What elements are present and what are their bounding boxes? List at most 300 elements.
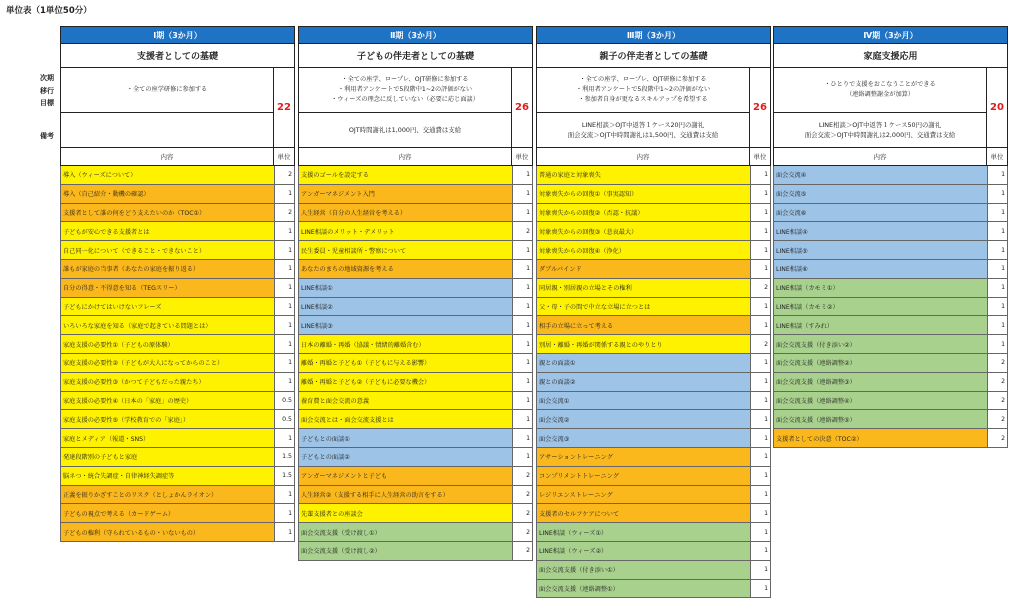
- row-content: 対象喪失からの回復③（悲哀最大）: [539, 228, 638, 236]
- table-row: [298, 204, 533, 223]
- table-row: [536, 241, 771, 260]
- row-content: 家庭支援の必要性④（日本の「家庭」の歴史）: [63, 397, 193, 405]
- side-label-remarks: 備考: [40, 131, 54, 140]
- table-row: [536, 392, 771, 411]
- table-row: [60, 260, 295, 279]
- row-content: 正義を振りかざすことのリスク（としょかんライオン）: [63, 491, 218, 499]
- row-content: 人生経営②（支援する相手に人生経営の助言をする）: [301, 491, 449, 499]
- table-row: [298, 241, 533, 260]
- table-row: [60, 523, 295, 542]
- table-row: [298, 448, 533, 467]
- row-unit: 1: [274, 504, 294, 522]
- row-unit: 2: [274, 204, 294, 222]
- side-labels: [40, 72, 62, 142]
- column-header-content: 内容: [774, 148, 987, 165]
- note-line: LINE相談＞OJT中返答１ケース20円の謝礼: [581, 121, 705, 129]
- row-unit: 1: [512, 279, 532, 297]
- row-content: 面会交流支援（付き添い①）: [539, 567, 619, 575]
- period-theme: 支援者としての基礎: [60, 44, 295, 68]
- table-row: [536, 486, 771, 505]
- row-unit: 1: [512, 392, 532, 410]
- table-row: [298, 523, 533, 542]
- row-content: 同居親・別居親の立場とその権利: [539, 285, 632, 293]
- row-content: 対象喪失からの回復②（否認・抗議）: [539, 209, 644, 217]
- row-unit: 1: [274, 222, 294, 240]
- row-content: LINE相談（ウィーズ①）: [539, 529, 608, 537]
- period-1-table: [60, 26, 295, 542]
- period-notes: [774, 113, 986, 147]
- column-headers: [773, 148, 1008, 166]
- column-headers: [60, 148, 295, 166]
- table-row: [60, 392, 295, 411]
- table-row: [60, 429, 295, 448]
- row-content: 面会交流④: [776, 172, 807, 180]
- row-content: 導入（自己紹介・動機の確認）: [63, 191, 150, 199]
- row-unit: 1: [750, 561, 770, 579]
- period-goals: [61, 68, 273, 113]
- row-unit: 1.5: [274, 448, 294, 466]
- row-content: 家庭支援の必要性③（かつて子どもだった親たち）: [63, 379, 205, 387]
- table-row: [773, 260, 1008, 279]
- period-total-units: 20: [990, 102, 1004, 113]
- row-content: 日本の離婚・再婚（協議・情緒的離婚含む）: [301, 341, 425, 349]
- row-unit: 1: [987, 222, 1007, 240]
- table-row: [773, 222, 1008, 241]
- column-header-unit: 単位: [753, 153, 767, 161]
- row-unit: 1: [750, 373, 770, 391]
- row-unit: 1: [512, 316, 532, 334]
- table-row: [298, 298, 533, 317]
- table-row: [773, 185, 1008, 204]
- row-content: アンガーマネジメント入門: [301, 191, 375, 199]
- period-notes: [299, 113, 511, 147]
- period-goals: [774, 68, 986, 113]
- row-content: 支援のゴールを設定する: [301, 172, 369, 180]
- side-label-goal: 目標: [40, 99, 54, 107]
- row-unit: 1: [750, 523, 770, 541]
- note-line: 面会交流＞OJT中時間謝礼は1,500円、交通費は支給: [567, 131, 719, 139]
- table-row: [60, 504, 295, 523]
- table-row: [773, 335, 1008, 354]
- table-row: [536, 204, 771, 223]
- row-content: 面会交流⑥: [776, 209, 807, 217]
- note-line: LINE相談＞OJT中返答１ケース50円の謝礼: [818, 121, 942, 129]
- column-headers: [536, 148, 771, 166]
- row-unit: 1: [274, 279, 294, 297]
- row-content: 自分の得意・不得意を知る（TEGスリー）: [63, 285, 181, 293]
- row-content: 面会交流支援（受け渡し①）: [301, 529, 381, 537]
- goal-line: ・参加者自身が更なるスキルアップを希望する: [578, 96, 708, 103]
- row-content: 子どもの権利（守られているもの・いないもの）: [63, 529, 200, 537]
- table-row: [298, 410, 533, 429]
- row-content: 普通の家庭と対象喪失: [539, 172, 601, 180]
- table-row: [60, 222, 295, 241]
- row-content: 親との面談②: [539, 379, 576, 387]
- row-unit: 2: [512, 222, 532, 240]
- period-summary-left: [299, 68, 512, 147]
- row-unit: 1: [274, 523, 294, 541]
- row-unit: 1: [512, 204, 532, 222]
- row-unit: 1: [987, 185, 1007, 203]
- row-content: 面会交流支援（連絡調整②）: [776, 360, 856, 368]
- row-unit: 2: [987, 354, 1007, 372]
- row-content: 脳ネつ・統合失調症・自律神経失調症等: [63, 473, 175, 481]
- row-content: アサーショントレーニング: [539, 454, 613, 462]
- row-content: 家庭支援の必要性①（子どもの原体験）: [63, 341, 174, 349]
- table-row: [536, 561, 771, 580]
- goal-line: （連絡調整謝金が加算）: [845, 91, 915, 98]
- row-content: 親との面談①: [539, 360, 576, 368]
- table-row: [773, 241, 1008, 260]
- period-goals: [299, 68, 511, 113]
- table-row: [298, 429, 533, 448]
- period-total-units: 26: [753, 102, 767, 113]
- row-unit: 0.5: [274, 392, 294, 410]
- row-unit: 1: [274, 316, 294, 334]
- table-row: [60, 335, 295, 354]
- period-theme: 親子の伴走者としての基礎: [536, 44, 771, 68]
- row-unit: 1: [750, 316, 770, 334]
- row-unit: 2: [987, 392, 1007, 410]
- table-row: [536, 523, 771, 542]
- table-row: [536, 467, 771, 486]
- table-row: [60, 410, 295, 429]
- row-content: LINE相談（ウィーズ②）: [539, 548, 608, 556]
- row-unit: 1: [750, 260, 770, 278]
- note-line: 面会交流＞OJT中時間謝礼は2,000円、交通費は支給: [804, 131, 956, 139]
- row-unit: 0.5: [274, 410, 294, 428]
- row-unit: 1: [512, 373, 532, 391]
- row-unit: 2: [750, 335, 770, 353]
- column-header-content: 内容: [299, 148, 512, 165]
- row-unit: 1: [750, 241, 770, 259]
- period-theme: 家庭支援応用: [773, 44, 1008, 68]
- row-unit: 2: [512, 486, 532, 504]
- table-row: [298, 260, 533, 279]
- table-row: [298, 373, 533, 392]
- row-unit: 1: [750, 185, 770, 203]
- row-content: LINE相談②: [301, 303, 333, 311]
- row-content: 父・母・子の間で中立な立場に立つとは: [539, 303, 651, 311]
- row-content: ダブルバインド: [539, 266, 582, 274]
- table-row: [298, 185, 533, 204]
- period-header: Ⅱ期（3か月）: [298, 26, 533, 44]
- row-content: 相手の立場に立って考える: [539, 322, 614, 330]
- table-row: [773, 316, 1008, 335]
- period-theme: 子どもの伴走者としての基礎: [298, 44, 533, 68]
- period-summary-left: [537, 68, 750, 147]
- row-content: 子どもとの面談①: [301, 435, 350, 443]
- row-content: 支援者のセルフケアについて: [539, 510, 620, 518]
- row-unit: 1: [274, 185, 294, 203]
- table-row: [298, 335, 533, 354]
- row-unit: 1: [750, 222, 770, 240]
- row-content: 誰もが家庭の当事者（あなたの家庭を振り返る）: [63, 266, 200, 274]
- note-line: OJT時間謝礼は1,000円、交通費は支給: [348, 126, 462, 134]
- table-row: [536, 429, 771, 448]
- table-row: [773, 166, 1008, 185]
- period-header: Ⅳ期（3か月）: [773, 26, 1008, 44]
- table-row: [536, 298, 771, 317]
- row-unit: 1: [512, 429, 532, 447]
- row-unit: 1: [512, 410, 532, 428]
- row-unit: 1: [512, 448, 532, 466]
- row-content: 面会交流支援（連絡調整⑤）: [776, 416, 856, 424]
- table-row: [773, 373, 1008, 392]
- row-unit: 1: [750, 354, 770, 372]
- table-row: [536, 504, 771, 523]
- row-content: 養育費と面会交流の意義: [301, 397, 370, 405]
- row-content: 面会交流支援（付き添い②）: [776, 341, 856, 349]
- row-unit: 1: [750, 410, 770, 428]
- row-content: 支援者として誰の何をどう支えたいのか（TOC①）: [63, 209, 206, 217]
- column-header-unit: 単位: [990, 153, 1004, 161]
- row-content: 離婚・再婚と子ども①（子どもに与える影響）: [301, 360, 431, 368]
- table-row: [60, 448, 295, 467]
- period-summary: [536, 68, 771, 148]
- row-unit: 1: [274, 429, 294, 447]
- row-unit: 1: [512, 185, 532, 203]
- row-unit: 2: [512, 542, 532, 560]
- row-content: 面会交流支援（受け渡し②）: [301, 548, 381, 556]
- period-total-units: 22: [277, 102, 291, 113]
- row-unit: 1: [512, 241, 532, 259]
- period-header: Ⅰ期（3か月）: [60, 26, 295, 44]
- row-content: 発達段階別の子どもと家庭: [63, 454, 138, 462]
- row-unit: 2: [987, 373, 1007, 391]
- row-content: アンガーマネジメントと子ども: [301, 473, 388, 481]
- table-row: [298, 467, 533, 486]
- table-row: [298, 354, 533, 373]
- period-goals: [537, 68, 749, 113]
- row-content: 人生経営（自分の人生経営を考える）: [301, 209, 407, 217]
- row-unit: 1: [512, 298, 532, 316]
- row-content: 子どもの視点で考える（カードゲーム）: [63, 510, 175, 518]
- row-content: LINE相談のメリット・デメリット: [301, 228, 395, 236]
- goal-line: ・ひとりで支援をおこなうことができる: [824, 81, 936, 88]
- goal-line: ・ウィーズの理念に反していない（必要に応じ面談）: [331, 96, 479, 103]
- row-unit: 1: [987, 298, 1007, 316]
- table-row: [536, 222, 771, 241]
- row-unit: 1: [750, 580, 770, 598]
- row-content: 家庭とメディア（報道・SNS）: [63, 435, 150, 443]
- row-unit: 1: [987, 166, 1007, 184]
- row-content: レジリエンストレーニング: [539, 491, 613, 499]
- table-row: [60, 166, 295, 185]
- table-row: [773, 298, 1008, 317]
- table-row: [298, 166, 533, 185]
- row-unit: 1: [274, 260, 294, 278]
- row-unit: 2: [512, 504, 532, 522]
- row-content: 面会交流とは・面会交流支援とは: [301, 416, 394, 424]
- table-row: [60, 373, 295, 392]
- table-row: [773, 204, 1008, 223]
- table-row: [536, 448, 771, 467]
- period-4-table: [773, 26, 1008, 448]
- row-content: LINE相談⑤: [776, 247, 808, 255]
- row-unit: 1: [987, 204, 1007, 222]
- period-notes: [61, 113, 273, 147]
- row-unit: 1: [750, 392, 770, 410]
- row-unit: 1: [750, 448, 770, 466]
- row-content: いろいろな家庭を知る（家庭で起きている問題とは）: [63, 322, 212, 330]
- table-row: [60, 467, 295, 486]
- row-content: 対象喪失からの回復④（浄化）: [539, 247, 625, 255]
- row-unit: 1: [750, 504, 770, 522]
- row-content: 離婚・再婚と子ども②（子どもに必要な機会）: [301, 379, 431, 387]
- row-content: 自己同一化について（できること・できないこと）: [63, 247, 206, 255]
- table-row: [536, 185, 771, 204]
- period-summary: [773, 68, 1008, 148]
- table-row: [773, 410, 1008, 429]
- column-headers: [298, 148, 533, 166]
- row-unit: 1: [274, 373, 294, 391]
- row-content: 導入（ウィーズについて）: [63, 172, 137, 180]
- column-header-content: 内容: [537, 148, 750, 165]
- table-row: [536, 373, 771, 392]
- table-row: [773, 354, 1008, 373]
- goal-line: ・全ての座学研修に参加する: [126, 86, 208, 93]
- table-row: [298, 392, 533, 411]
- table-row: [60, 204, 295, 223]
- row-content: 面会交流①: [539, 397, 570, 405]
- table-row: [536, 354, 771, 373]
- goal-line: ・利用者アンケートで5段階中1~2の評価がない: [575, 86, 711, 93]
- row-unit: 1: [987, 335, 1007, 353]
- period-summary: [60, 68, 295, 148]
- row-unit: 1: [750, 542, 770, 560]
- row-content: 面会交流⑤: [776, 191, 807, 199]
- row-unit: 1: [987, 260, 1007, 278]
- table-row: [536, 335, 771, 354]
- table-row: [536, 260, 771, 279]
- table-row: [773, 429, 1008, 448]
- row-content: 別居・離婚・再婚が関係する親とのやりとり: [539, 341, 663, 349]
- table-row: [536, 410, 771, 429]
- row-content: LINE相談④: [776, 228, 808, 236]
- table-row: [298, 542, 533, 561]
- row-content: LINE相談①: [301, 285, 333, 293]
- row-unit: 1: [750, 204, 770, 222]
- row-content: 子どもが安心できる支援者とは: [63, 228, 150, 236]
- period-notes: [537, 113, 749, 147]
- row-unit: 2: [512, 523, 532, 541]
- row-content: 家庭支援の必要性⑤（学校教育での「家庭」）: [63, 416, 190, 424]
- row-unit: 2: [987, 410, 1007, 428]
- row-unit: 1: [750, 298, 770, 316]
- row-unit: 2: [987, 429, 1007, 447]
- table-row: [60, 354, 295, 373]
- period-total-units: 26: [515, 102, 529, 113]
- row-unit: 1: [987, 316, 1007, 334]
- row-unit: 2: [274, 166, 294, 184]
- table-row: [298, 486, 533, 505]
- goal-line: ・全ての座学、ロープレ、OJT研修に参加する: [341, 76, 469, 83]
- row-content: コンプリメントトレーニング: [539, 473, 619, 481]
- row-content: 民生委員・児童相談所・警察について: [301, 247, 407, 255]
- period-header: Ⅲ期（3か月）: [536, 26, 771, 44]
- period-summary: [298, 68, 533, 148]
- table-row: [298, 222, 533, 241]
- column-header-unit: 単位: [277, 153, 291, 161]
- row-unit: 1: [987, 279, 1007, 297]
- column-header-unit: 単位: [515, 153, 529, 161]
- table-row: [298, 504, 533, 523]
- row-unit: 1: [750, 429, 770, 447]
- table-row: [298, 316, 533, 335]
- row-unit: 1: [274, 241, 294, 259]
- table-row: [60, 298, 295, 317]
- table-row: [60, 486, 295, 505]
- row-content: 家庭支援の必要性②（子どもが大人になってからのこと）: [63, 360, 224, 368]
- row-unit: 1: [750, 467, 770, 485]
- row-unit: 1: [512, 335, 532, 353]
- row-content: 子どもにかけてはいけないフレーズ: [63, 303, 162, 311]
- table-row: [536, 580, 771, 599]
- table-row: [536, 166, 771, 185]
- row-unit: 2: [512, 467, 532, 485]
- row-unit: 1: [512, 260, 532, 278]
- row-content: 面会交流支援（連絡調整①）: [539, 585, 619, 593]
- row-content: LINE相談（カモミ①）: [776, 285, 839, 293]
- row-unit: 1: [512, 354, 532, 372]
- row-unit: 1: [274, 298, 294, 316]
- row-content: LINE相談（カモミ②）: [776, 303, 839, 311]
- row-content: LINE相談③: [301, 322, 333, 330]
- table-row: [60, 316, 295, 335]
- row-content: LINE相談⑥: [776, 266, 808, 274]
- table-row: [536, 279, 771, 298]
- period-summary-left: [61, 68, 274, 147]
- row-unit: 1: [987, 241, 1007, 259]
- row-unit: 1: [274, 354, 294, 372]
- row-content: 子どもとの面談②: [301, 454, 350, 462]
- table-row: [536, 316, 771, 335]
- table-row: [536, 542, 771, 561]
- row-content: LINE相談（すみれ）: [776, 322, 834, 330]
- row-content: あなたのまちの地域資源を考える: [301, 266, 394, 274]
- table-row: [60, 279, 295, 298]
- row-content: 面会交流②: [539, 416, 570, 424]
- row-content: 面会交流支援（連絡調整③）: [776, 379, 856, 387]
- row-content: 先輩支援者との座談会: [301, 510, 363, 518]
- side-label-transition: 移行: [40, 86, 54, 95]
- table-row: [60, 241, 295, 260]
- goal-line: ・全ての座学、ロープレ、OJT研修に参加する: [579, 76, 707, 83]
- period-summary-left: [774, 68, 987, 147]
- row-unit: 1: [274, 486, 294, 504]
- row-unit: 1.5: [274, 467, 294, 485]
- row-content: 支援者としての決意（TOC②）: [776, 435, 863, 443]
- table-row: [773, 392, 1008, 411]
- row-content: 面会交流③: [539, 435, 570, 443]
- row-unit: 1: [750, 166, 770, 184]
- row-unit: 1: [274, 335, 294, 353]
- page-title: 単位表（1単位50分）: [6, 6, 92, 16]
- table-row: [60, 185, 295, 204]
- period-2-table: [298, 26, 533, 561]
- side-label-next: 次期: [40, 74, 54, 82]
- row-content: 対象喪失からの回復①（事実認知）: [539, 191, 638, 199]
- table-row: [298, 279, 533, 298]
- goal-line: ・利用者アンケートで5段階中1~2の評価がない: [337, 86, 473, 93]
- row-content: 面会交流支援（連絡調整④）: [776, 397, 856, 405]
- table-row: [773, 279, 1008, 298]
- row-unit: 2: [750, 279, 770, 297]
- period-3-table: [536, 26, 771, 598]
- column-header-content: 内容: [61, 148, 274, 165]
- row-unit: 1: [512, 166, 532, 184]
